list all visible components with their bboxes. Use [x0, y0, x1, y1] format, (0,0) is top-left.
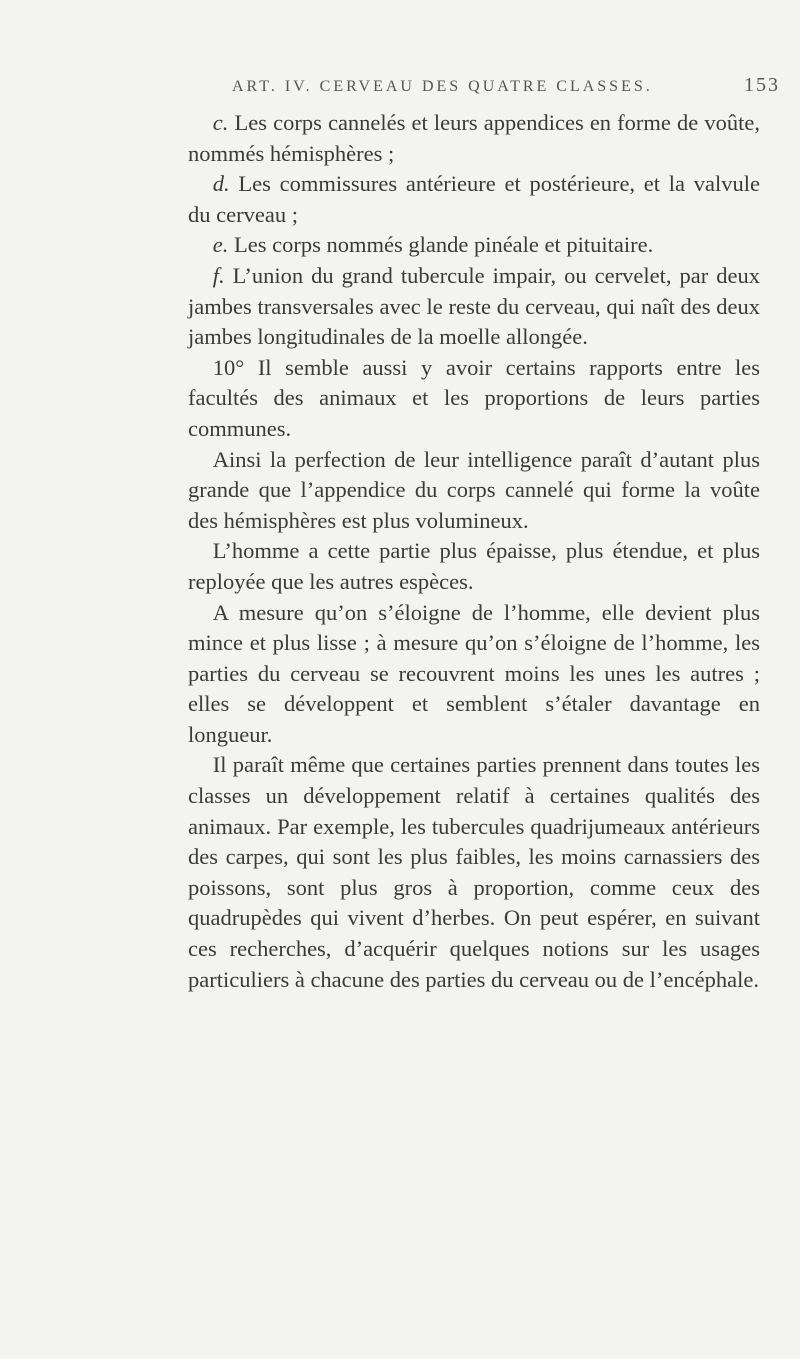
paragraph-text: 10° Il semble aussi y avoir certains rapports entre les facultés des animaux et les proportions de leurs parties communes. — [188, 354, 760, 441]
paragraph-text: Ainsi la perfection de leur intelligence paraît d’autant plus grande que l’appendice du corps cannelé qui forme la voûte des hémisphères est plus volumineux. — [188, 446, 760, 533]
page-number: 153 — [744, 74, 780, 96]
paragraph-text: Il paraît même que certaines parties prennent dans toutes les classes un développement relatif à certaines qualités des animaux. Par exemple, les tubercules quadrijumeaux antérieurs des carpes, qui sont les plus faibles, les moins carnassiers des poissons, sont plus gros à proportion, comme ceux des quadrupèdes qui vivent d’herbes. On peut espérer, en suivant ces recherches, d’acquérir quelques notions sur les usages particuliers à chacune des parties du cerveau ou de l’encéphale. — [188, 752, 760, 992]
paragraph-text: A mesure qu’on s’éloigne de l’homme, elle devient plus mince et plus lisse ; à mesure qu’on s’éloigne de l’homme, les parties du cerveau se recouvrent moins les unes les autres ; elles se développent et semblent s’étaler davantage en longueur. — [188, 599, 760, 747]
paragraph-tubercules — [188, 750, 760, 995]
item-letter: c. — [212, 110, 229, 135]
paragraph-a-mesure — [188, 598, 760, 751]
paragraph-intelligence — [188, 445, 760, 537]
paragraph-text: L’union du grand tubercule impair, ou cervelet, par deux jambes transversales avec le reste du cerveau, qui naît des deux jambes longitudinales de la moelle allongée. — [188, 262, 760, 350]
item-letter: e. — [212, 232, 229, 258]
paragraph-item-c — [188, 108, 760, 169]
paragraph-item-d — [188, 169, 760, 230]
running-head: ART. IV. CERVEAU DES QUATRE CLASSES. — [232, 78, 653, 95]
paragraph-text: L’homme a cette partie plus épaisse, plus étendue, et plus reployée que les autres espèces. — [188, 538, 760, 594]
paragraph-rule-10 — [188, 353, 760, 445]
item-letter: f. — [212, 262, 225, 288]
paragraph-text: Les commissures antérieure et postérieure, et la valvule du cerveau ; — [188, 171, 760, 227]
paragraph-item-f — [188, 261, 760, 353]
paragraph-text: Les corps cannelés et leurs appendices en forme de voûte, nommés hémisphères ; — [188, 110, 760, 166]
paragraph-homme — [188, 536, 760, 597]
body-text — [188, 108, 760, 995]
item-letter: d. — [212, 171, 230, 197]
paragraph-text: Les corps nommés glande pinéale et pituitaire. — [228, 232, 654, 258]
paragraph-item-e — [188, 230, 760, 261]
